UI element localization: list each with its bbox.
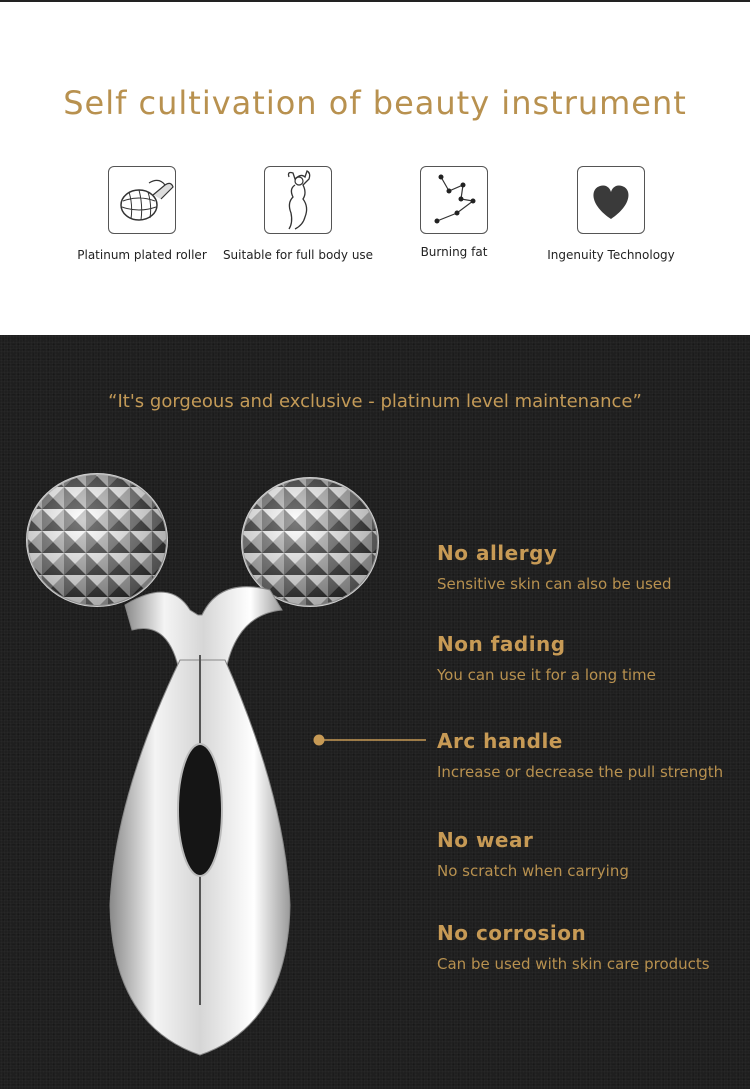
- feature-label: Ingenuity Technology: [547, 248, 675, 262]
- feature-fat: [369, 166, 539, 259]
- spec-no-corrosion: [437, 921, 710, 973]
- top-divider: [0, 0, 750, 2]
- feature-roller: [57, 166, 227, 262]
- pointer-line: [312, 734, 432, 746]
- page-title: Self cultivation of beauty instrument: [63, 84, 687, 122]
- spec-non-fading: [437, 632, 656, 684]
- spec-desc: You can use it for a long time: [437, 666, 656, 684]
- heart-icon: [577, 166, 645, 234]
- face-roller-image: [20, 465, 400, 1065]
- body-silhouette-icon: [264, 166, 332, 234]
- spec-title: No wear: [437, 828, 534, 852]
- feature-label: Platinum plated roller: [77, 248, 207, 262]
- feature-tech: [526, 166, 696, 262]
- spec-desc: Sensitive skin can also be used: [437, 575, 672, 593]
- promo-quote: “It's gorgeous and exclusive - platinum level maintenance”: [108, 391, 642, 412]
- spec-desc: No scratch when carrying: [437, 862, 629, 880]
- spec-no-wear: [437, 828, 629, 880]
- promo-section: [0, 335, 750, 1089]
- spec-title: Arc handle: [437, 729, 563, 753]
- spec-arc-handle: [437, 729, 723, 781]
- constellation-icon: [420, 166, 488, 234]
- spec-title: Non fading: [437, 632, 566, 656]
- spec-desc: Increase or decrease the pull strength: [437, 763, 724, 781]
- roller-ball-icon: [108, 166, 176, 234]
- feature-body: [213, 166, 383, 262]
- feature-label: Suitable for full body use: [222, 248, 374, 262]
- feature-label: Burning fat: [420, 245, 488, 259]
- spec-desc: Can be used with skin care products: [437, 955, 710, 973]
- spec-title: No corrosion: [437, 921, 587, 945]
- top-section: [0, 0, 750, 335]
- spec-no-allergy: [437, 541, 672, 593]
- spec-title: No allergy: [437, 541, 558, 565]
